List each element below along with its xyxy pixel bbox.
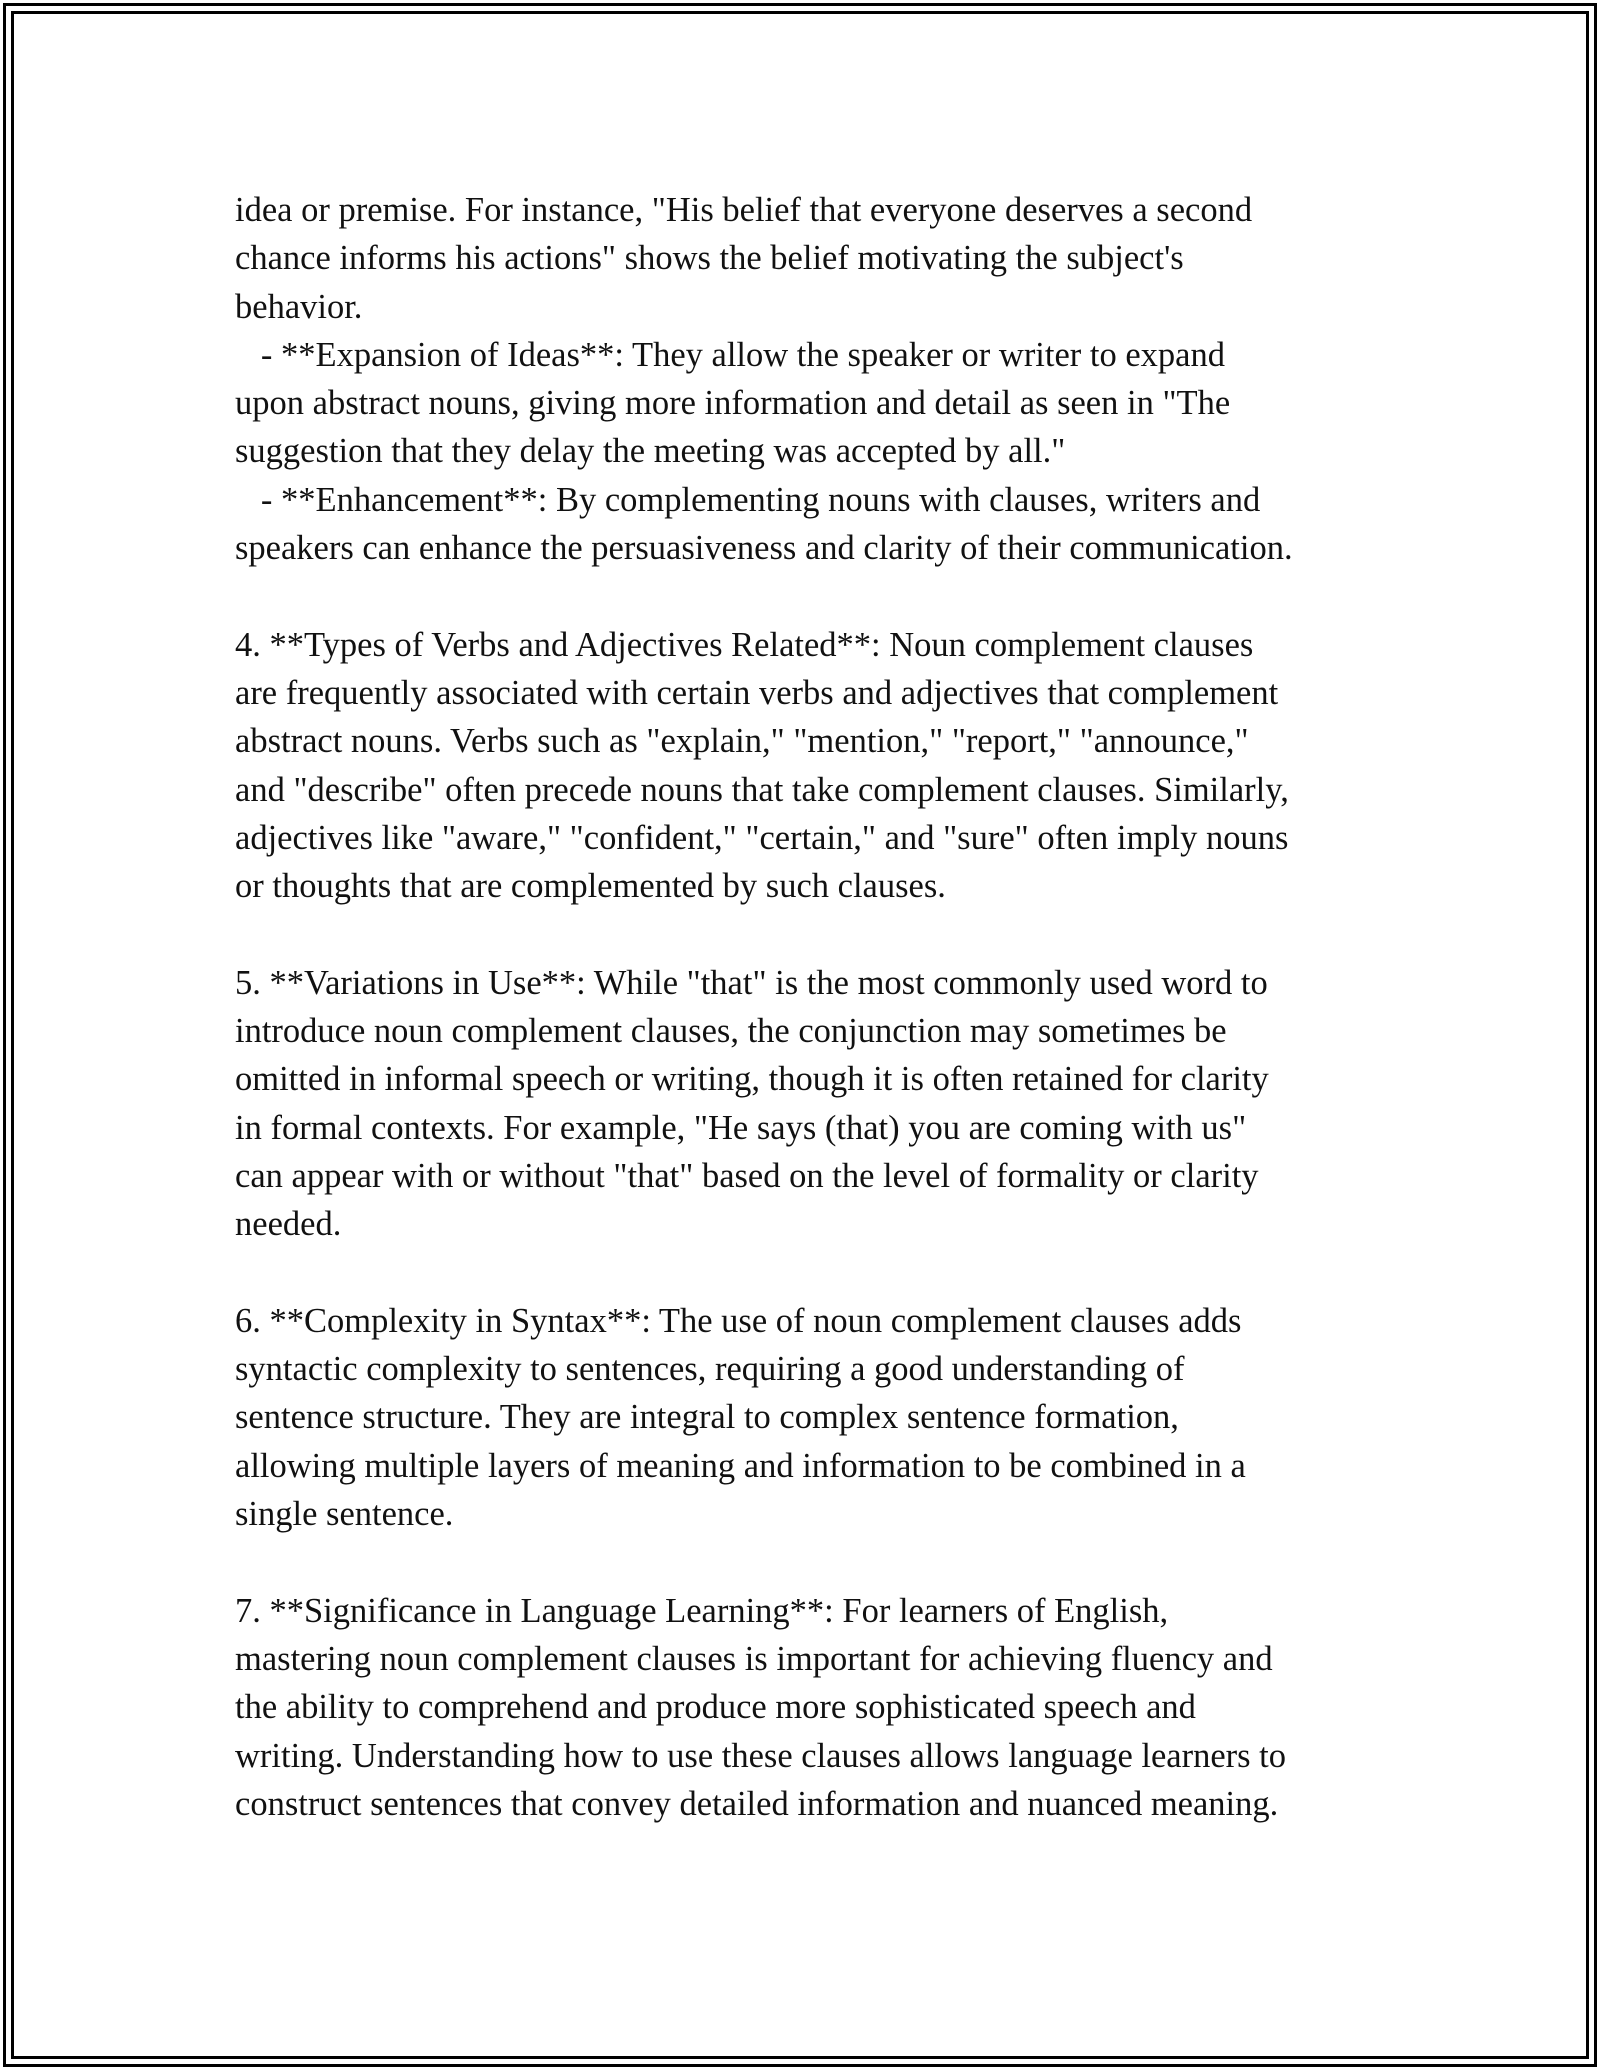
text-line: abstract nouns. Verbs such as "explain," "mention," "report," "announce," bbox=[235, 722, 1249, 761]
text-line: 4. **Types of Verbs and Adjectives Related**: Noun complement clauses bbox=[235, 625, 1254, 664]
text-line: chance informs his actions" shows the belief motivating the subject's bbox=[235, 239, 1184, 278]
text-line: upon abstract nouns, giving more information and detail as seen in "The bbox=[235, 384, 1231, 423]
text-line: allowing multiple layers of meaning and information to be combined in a bbox=[235, 1446, 1246, 1485]
text-line: 7. **Significance in Language Learning**: For learners of English, bbox=[235, 1591, 1169, 1630]
text-line: adjectives like "aware," "confident," "certain," and "sure" often imply nouns bbox=[235, 818, 1289, 857]
text-line: can appear with or without "that" based on the level of formality or clarity bbox=[235, 1156, 1259, 1195]
text-line: needed. bbox=[235, 1205, 342, 1244]
text-line: idea or premise. For instance, "His belief that everyone deserves a second bbox=[235, 191, 1253, 229]
paragraph-spacer bbox=[235, 910, 1375, 958]
paragraph-variations-in-use bbox=[235, 959, 1375, 1249]
text-line: 6. **Complexity in Syntax**: The use of noun complement clauses adds bbox=[235, 1301, 1242, 1340]
text-line: - **Expansion of Ideas**: They allow the speaker or writer to expand bbox=[235, 335, 1225, 374]
text-line: are frequently associated with certain verbs and adjectives that complement bbox=[235, 673, 1279, 712]
text-line: and "describe" often precede nouns that take complement clauses. Similarly, bbox=[235, 770, 1289, 809]
paragraph-spacer bbox=[235, 1538, 1375, 1586]
text-line: single sentence. bbox=[235, 1495, 454, 1534]
text-line: omitted in informal speech or writing, though it is often retained for clarity bbox=[235, 1060, 1269, 1099]
text-line: in formal contexts. For example, "He says (that) you are coming with us" bbox=[235, 1108, 1247, 1147]
text-line: the ability to comprehend and produce more sophisticated speech and bbox=[235, 1688, 1196, 1727]
text-line: behavior. bbox=[235, 287, 363, 326]
text-line: syntactic complexity to sentences, requiring a good understanding of bbox=[235, 1350, 1185, 1389]
text-line: sentence structure. They are integral to complex sentence formation, bbox=[235, 1398, 1179, 1437]
paragraph-complexity-in-syntax bbox=[235, 1297, 1375, 1538]
text-line: speakers can enhance the persuasiveness and clarity of their communication. bbox=[235, 529, 1293, 568]
document-body bbox=[235, 186, 1375, 1828]
text-line: construct sentences that convey detailed information and nuanced meaning. bbox=[235, 1784, 1279, 1823]
text-line: introduce noun complement clauses, the conjunction may sometimes be bbox=[235, 1012, 1227, 1051]
paragraph-spacer bbox=[235, 572, 1375, 620]
paragraph-spacer bbox=[235, 1249, 1375, 1297]
text-line: suggestion that they delay the meeting was accepted by all." bbox=[235, 432, 1066, 471]
text-line: mastering noun complement clauses is important for achieving fluency and bbox=[235, 1639, 1273, 1678]
text-line: or thoughts that are complemented by such clauses. bbox=[235, 867, 946, 906]
text-line: writing. Understanding how to use these clauses allows language learners to bbox=[235, 1736, 1287, 1775]
paragraph-noun-complement-functions bbox=[235, 186, 1375, 572]
paragraph-significance-in-learning bbox=[235, 1587, 1375, 1828]
text-line: - **Enhancement**: By complementing nouns with clauses, writers and bbox=[235, 480, 1261, 519]
paragraph-types-of-verbs bbox=[235, 621, 1375, 911]
text-line: 5. **Variations in Use**: While "that" is the most commonly used word to bbox=[235, 963, 1268, 1002]
